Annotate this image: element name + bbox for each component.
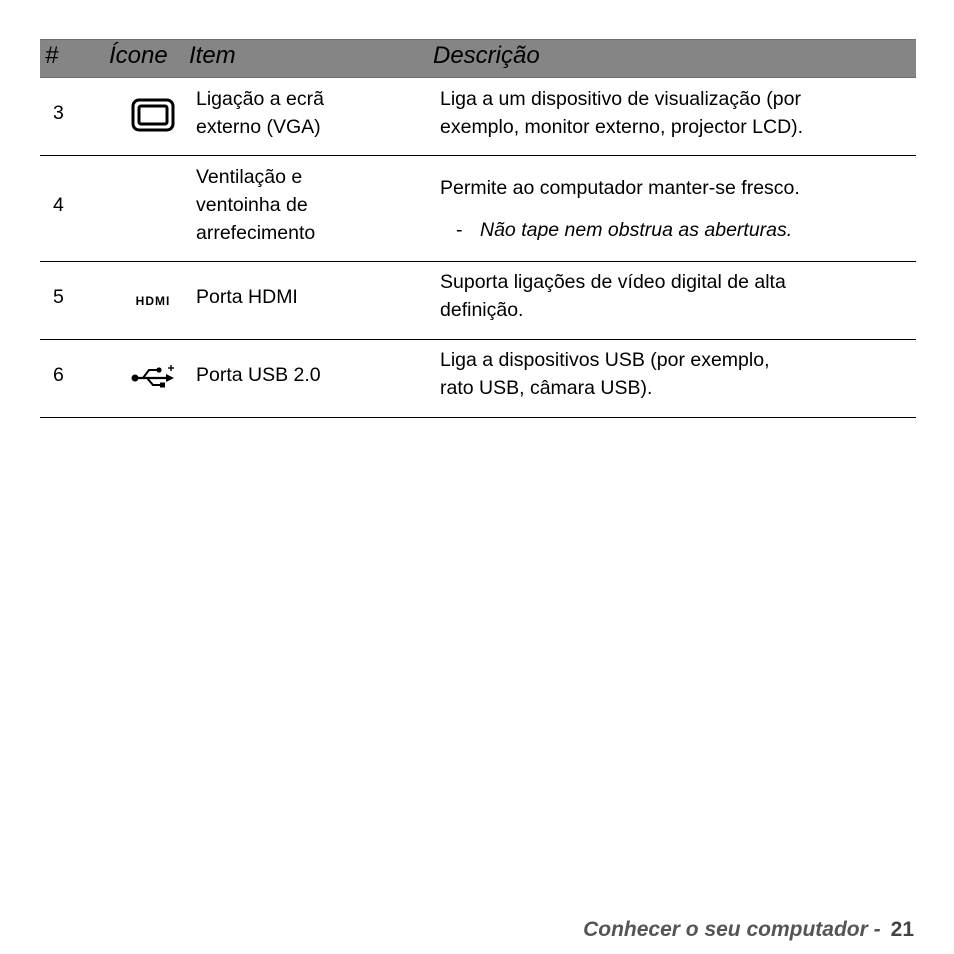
row-number: 6 xyxy=(53,364,64,386)
item-description: Liga a dispositivos USB (por exemplo, rato USB, câmara USB). xyxy=(440,349,770,399)
table-row xyxy=(40,262,916,340)
ports-table xyxy=(40,39,916,418)
header-icon: Ícone xyxy=(109,42,168,69)
vga-icon xyxy=(128,98,178,132)
item-name: Porta USB 2.0 xyxy=(196,364,321,386)
table-row xyxy=(40,156,916,262)
note: - Não tape nem obstrua as aberturas. xyxy=(456,219,793,241)
row-number: 3 xyxy=(53,102,64,124)
header-item: Item xyxy=(189,42,236,69)
svg-text:HDMI: HDMI xyxy=(135,294,171,308)
item-description: Permite ao computador manter-se fresco. - Não tape nem obstrua as aberturas. xyxy=(440,174,910,244)
table-row xyxy=(40,340,916,418)
table-row xyxy=(40,78,916,156)
item-name: Porta HDMI xyxy=(196,286,298,308)
row-number: 4 xyxy=(53,194,64,216)
item-description: Suporta ligações de vídeo digital de alta definição. xyxy=(440,271,786,321)
item-name: Ligação a ecrã externo (VGA) xyxy=(196,88,324,138)
hdmi-icon xyxy=(128,290,178,310)
item-name: Ventilação e ventoinha de arrefecimento xyxy=(196,166,316,244)
item-description: Liga a um dispositivo de visualização (por exemplo, monitor externo, projector LCD). xyxy=(440,88,804,138)
footer-title: Conhecer o seu computador - xyxy=(583,918,881,941)
header-description: Descrição xyxy=(433,42,540,69)
usb-icon xyxy=(128,364,178,390)
page-number: 21 xyxy=(890,918,914,941)
header-num: # xyxy=(45,42,59,69)
row-number: 5 xyxy=(53,286,64,308)
page-footer xyxy=(583,916,914,944)
table-header xyxy=(40,39,916,78)
